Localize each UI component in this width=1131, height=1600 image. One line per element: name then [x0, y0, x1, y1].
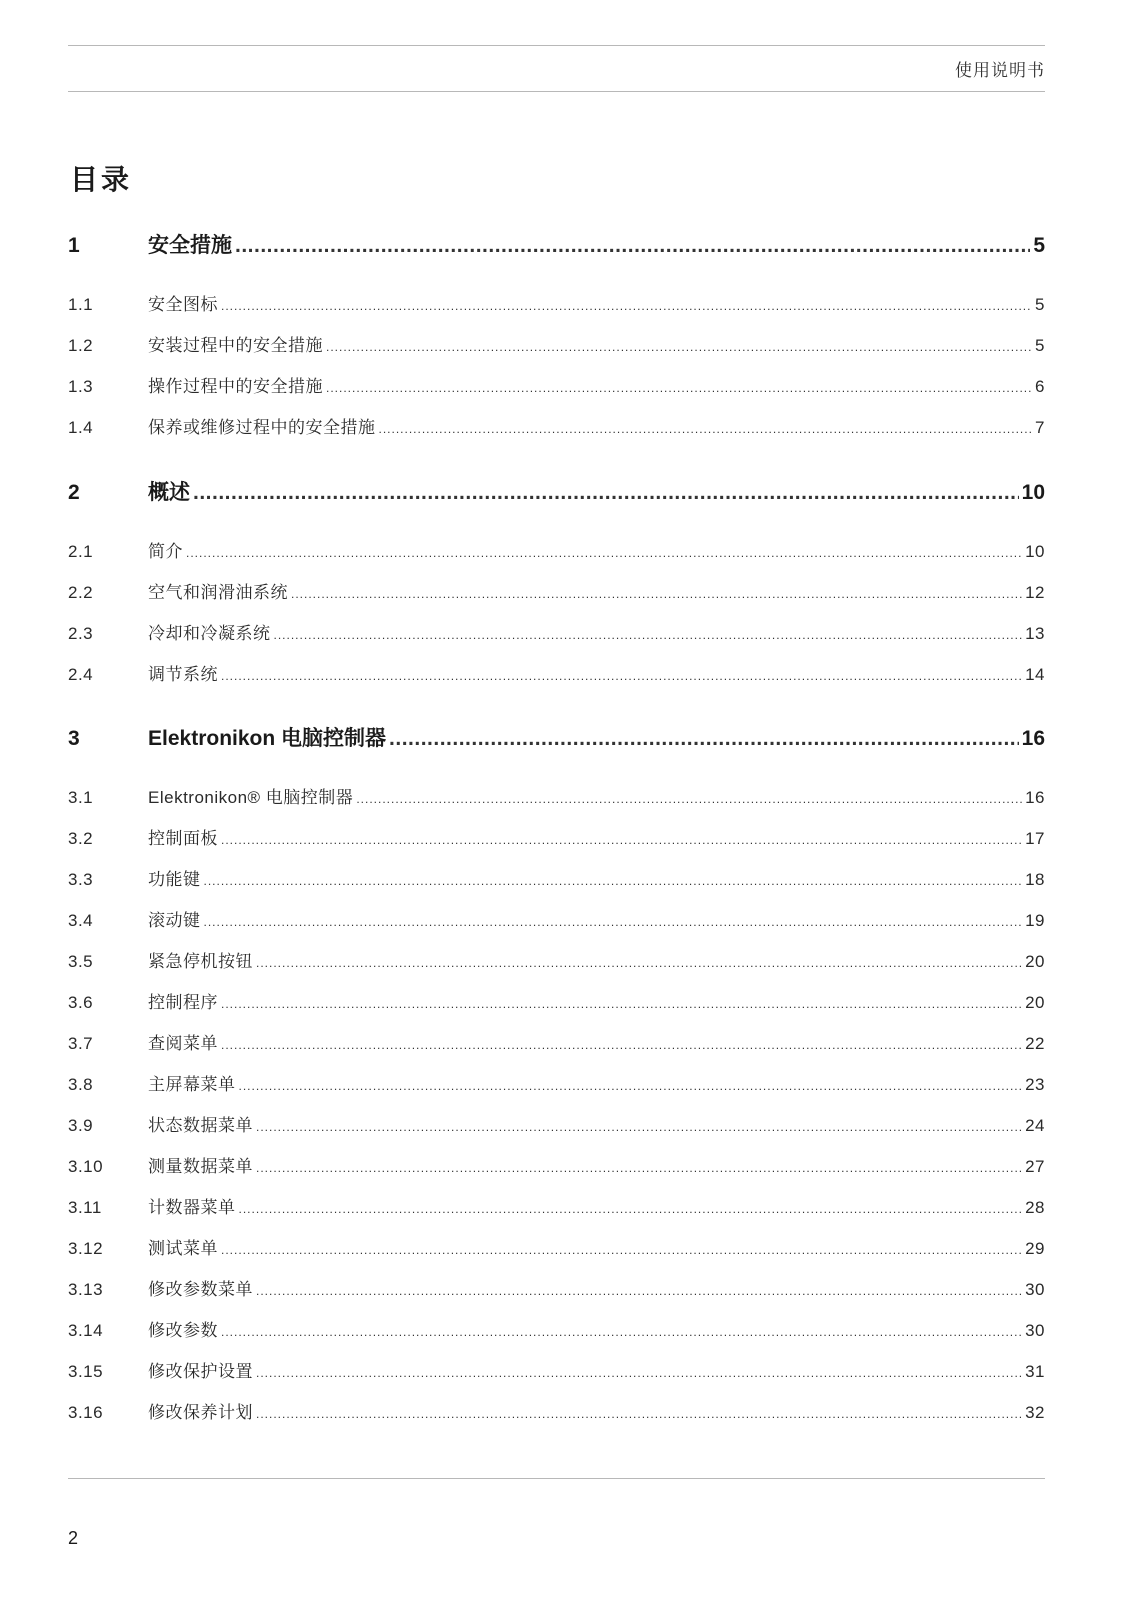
section-title: 简介 [148, 542, 183, 561]
section-title: 修改参数菜单 [148, 1280, 253, 1299]
chapter-title: 安全措施 [148, 234, 232, 257]
section-title: 功能键 [148, 870, 201, 889]
header-bottom-rule [68, 91, 1045, 92]
dot-leader [221, 1325, 1022, 1339]
section-title: 修改保护设置 [148, 1362, 253, 1381]
section-number: 3.15 [68, 1362, 104, 1381]
section-title: 空气和润滑油系统 [148, 583, 288, 602]
dot-leader [256, 956, 1022, 970]
section-title: 测量数据菜单 [148, 1157, 253, 1176]
toc-section-1-2[interactable] [68, 331, 1045, 356]
section-title: 修改参数 [148, 1321, 218, 1340]
section-number: 1.2 [68, 336, 94, 355]
section-number: 3.6 [68, 993, 94, 1012]
toc-section-3-15[interactable] [68, 1357, 1045, 1382]
toc-section-3-13[interactable] [68, 1275, 1045, 1300]
section-number: 2.2 [68, 583, 94, 602]
chapter-number: 3 [68, 727, 80, 750]
section-page: 18 [1025, 870, 1045, 889]
toc-section-3-11[interactable] [68, 1193, 1045, 1218]
toc-section-2-4[interactable] [68, 660, 1045, 685]
section-page: 31 [1025, 1362, 1045, 1381]
section-page: 7 [1035, 418, 1045, 437]
toc-section-1-1[interactable] [68, 290, 1045, 315]
section-number: 2.1 [68, 542, 94, 561]
section-number: 3.12 [68, 1239, 104, 1258]
dot-leader [256, 1366, 1022, 1380]
toc-chapter-2[interactable] [68, 476, 1045, 506]
toc-section-3-7[interactable] [68, 1029, 1045, 1054]
chapter-number: 1 [68, 234, 80, 257]
section-page: 20 [1025, 993, 1045, 1012]
dot-leader [221, 1038, 1022, 1052]
section-number: 2.3 [68, 624, 94, 643]
dot-leader [239, 1079, 1023, 1093]
section-title: 冷却和冷凝系统 [148, 624, 271, 643]
dot-leader [221, 833, 1022, 847]
section-title: 计数器菜单 [148, 1198, 236, 1217]
chapter-page: 10 [1021, 481, 1045, 504]
section-title: 主屏幕菜单 [148, 1075, 236, 1094]
section-page: 12 [1025, 583, 1045, 602]
section-number: 3.9 [68, 1116, 94, 1135]
section-number: 3.16 [68, 1403, 104, 1422]
section-page: 32 [1025, 1403, 1045, 1422]
section-title: 安装过程中的安全措施 [148, 336, 323, 355]
section-page: 27 [1025, 1157, 1045, 1176]
footer-page-number: 2 [68, 1528, 79, 1548]
section-number: 3.4 [68, 911, 94, 930]
section-title: 查阅菜单 [148, 1034, 218, 1053]
section-number: 3.3 [68, 870, 94, 889]
section-page: 23 [1025, 1075, 1045, 1094]
section-title: 保养或维修过程中的安全措施 [148, 418, 376, 437]
section-number: 3.10 [68, 1157, 104, 1176]
toc-section-1-3[interactable] [68, 372, 1045, 397]
section-page: 29 [1025, 1239, 1045, 1258]
section-title: 修改保养计划 [148, 1403, 253, 1422]
dot-leader [204, 915, 1023, 929]
section-page: 5 [1035, 336, 1045, 355]
toc-section-1-4[interactable] [68, 413, 1045, 438]
toc-section-3-5[interactable] [68, 947, 1045, 972]
toc-section-2-3[interactable] [68, 619, 1045, 644]
dot-leader [193, 481, 1019, 505]
dot-leader [356, 792, 1022, 806]
section-number: 3.5 [68, 952, 94, 971]
section-number: 1.4 [68, 418, 94, 437]
dot-leader [221, 299, 1032, 313]
section-title: Elektronikon® 电脑控制器 [148, 788, 354, 807]
dot-leader [379, 422, 1033, 436]
dot-leader [186, 546, 1022, 560]
toc-section-2-1[interactable] [68, 537, 1045, 562]
section-page: 17 [1025, 829, 1045, 848]
section-page: 14 [1025, 665, 1045, 684]
toc-section-3-4[interactable] [68, 906, 1045, 931]
section-title: 操作过程中的安全措施 [148, 377, 323, 396]
section-page: 5 [1035, 295, 1045, 314]
toc-section-3-10[interactable] [68, 1152, 1045, 1177]
footer-rule [68, 1478, 1045, 1479]
dot-leader [326, 340, 1032, 354]
section-page: 10 [1025, 542, 1045, 561]
toc-chapter-3[interactable] [68, 722, 1045, 752]
dot-leader [256, 1120, 1022, 1134]
dot-leader [204, 874, 1023, 888]
section-title: 调节系统 [148, 665, 218, 684]
toc-section-2-2[interactable] [68, 578, 1045, 603]
section-number: 2.4 [68, 665, 94, 684]
dot-leader [235, 234, 1030, 258]
section-page: 22 [1025, 1034, 1045, 1053]
section-number: 3.7 [68, 1034, 94, 1053]
toc-section-3-1[interactable] [68, 783, 1045, 808]
section-title: 滚动键 [148, 911, 201, 930]
toc-section-3-16[interactable] [68, 1398, 1045, 1423]
section-title: 控制面板 [148, 829, 218, 848]
section-title: 状态数据菜单 [148, 1116, 253, 1135]
toc-title: 目录 [70, 164, 133, 195]
section-page: 6 [1035, 377, 1045, 396]
toc-section-3-8[interactable] [68, 1070, 1045, 1095]
section-page: 24 [1025, 1116, 1045, 1135]
section-page: 13 [1025, 624, 1045, 643]
section-number: 3.14 [68, 1321, 104, 1340]
section-title: 测试菜单 [148, 1239, 218, 1258]
dot-leader [389, 727, 1019, 751]
toc-section-3-12[interactable] [68, 1234, 1045, 1259]
dot-leader [239, 1202, 1023, 1216]
section-title: 控制程序 [148, 993, 218, 1012]
section-number: 1.3 [68, 377, 94, 396]
toc-section-3-2[interactable] [68, 824, 1045, 849]
dot-leader [274, 628, 1023, 642]
chapter-number: 2 [68, 481, 80, 504]
header-top-rule [68, 45, 1045, 46]
dot-leader [221, 997, 1022, 1011]
section-number: 1.1 [68, 295, 94, 314]
chapter-page: 16 [1021, 727, 1045, 750]
dot-leader [256, 1161, 1022, 1175]
dot-leader [221, 669, 1022, 683]
header-title: 使用说明书 [955, 61, 1045, 80]
toc-chapter-1[interactable] [68, 229, 1045, 259]
section-page: 20 [1025, 952, 1045, 971]
dot-leader [221, 1243, 1022, 1257]
section-page: 30 [1025, 1321, 1045, 1340]
section-page: 28 [1025, 1198, 1045, 1217]
section-page: 30 [1025, 1280, 1045, 1299]
dot-leader [326, 381, 1032, 395]
toc-section-3-6[interactable] [68, 988, 1045, 1013]
dot-leader [256, 1407, 1022, 1421]
section-title: 紧急停机按钮 [148, 952, 253, 971]
chapter-page: 5 [1033, 234, 1045, 257]
section-page: 19 [1025, 911, 1045, 930]
chapter-title: 概述 [148, 481, 190, 504]
section-number: 3.2 [68, 829, 94, 848]
dot-leader [256, 1284, 1022, 1298]
toc-section-3-14[interactable] [68, 1316, 1045, 1341]
section-page: 16 [1025, 788, 1045, 807]
toc-section-3-9[interactable] [68, 1111, 1045, 1136]
section-number: 3.11 [68, 1198, 102, 1217]
dot-leader [291, 587, 1022, 601]
section-number: 3.1 [68, 788, 94, 807]
toc-section-3-3[interactable] [68, 865, 1045, 890]
section-title: 安全图标 [148, 295, 218, 314]
chapter-title: Elektronikon 电脑控制器 [148, 727, 387, 750]
section-number: 3.13 [68, 1280, 104, 1299]
section-number: 3.8 [68, 1075, 94, 1094]
